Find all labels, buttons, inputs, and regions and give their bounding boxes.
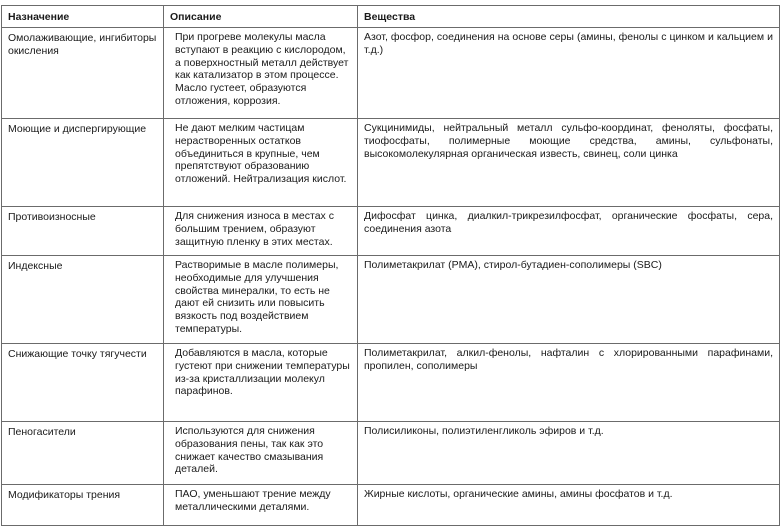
cell-description: Для снижения износа в местах с большим трением, образуют защитную пленку в этих местах. — [164, 207, 358, 256]
header-row — [2, 6, 780, 28]
cell-purpose: Омолаживающие, ингибиторы окисления — [2, 28, 164, 119]
cell-purpose: Моющие и диспергирующие — [2, 119, 164, 207]
cell-description: ПАО, уменьшают трение между металлическими деталями. — [164, 485, 358, 526]
cell-description: Добавляются в масла, которые густеют при снижении температуры из-за кристаллизации молекул парафинов. — [164, 344, 358, 422]
cell-description: Используются для снижения образования пены, так как это снижает качество смазывания деталей. — [164, 422, 358, 485]
cell-substances: Жирные кислоты, органические амины, амины фосфатов и т.д. — [358, 485, 780, 526]
cell-purpose: Модификаторы трения — [2, 485, 164, 526]
cell-substances: Полиметакрилат, алкил-фенолы, нафталин с хлорированными парафинами, пропилен, сополимеры — [358, 344, 780, 422]
table-row — [2, 344, 780, 422]
table-row — [2, 422, 780, 485]
cell-purpose: Пеногасители — [2, 422, 164, 485]
cell-description: Не дают мелким частицам нерастворенных остатков объединиться в крупные, чем препятствуют образованию отложений. Нейтрализация кислот. — [164, 119, 358, 207]
cell-purpose: Индексные — [2, 256, 164, 344]
cell-substances: Полиметакрилат (PMA), стирол-бутадиен-сополимеры (SBC) — [358, 256, 780, 344]
cell-substances: Полисиликоны, полиэтиленгликоль эфиров и т.д. — [358, 422, 780, 485]
cell-substances: Сукцинимиды, нейтральный металл сульфо-координат, феноляты, фосфаты, тиофосфаты, полимерные моющие средства, амины, сульфонаты, высокомолекулярная органическая известь, свинец, соли цинка — [358, 119, 780, 207]
table-row — [2, 207, 780, 256]
additives-table — [1, 5, 780, 526]
cell-description: При прогреве молекулы масла вступают в реакцию с кислородом, а поверхностный металл действует как катализатор в этом процессе. Масло густеет, образуются отложения, коррозия. — [164, 28, 358, 119]
cell-substances: Азот, фосфор, соединения на основе серы (амины, фенолы с цинком и кальцием и т.д.) — [358, 28, 780, 119]
cell-substances: Дифосфат цинка, диалкил-трикрезилфосфат, органические фосфаты, сера, соединения азота — [358, 207, 780, 256]
cell-purpose: Противоизносные — [2, 207, 164, 256]
header-description: Описание — [164, 6, 358, 28]
additives-table-frame — [1, 5, 779, 523]
header-substances: Вещества — [358, 6, 780, 28]
table-row — [2, 485, 780, 526]
table-row — [2, 256, 780, 344]
header-purpose: Назначение — [2, 6, 164, 28]
cell-purpose: Снижающие точку тягучести — [2, 344, 164, 422]
cell-description: Растворимые в масле полимеры, необходимые для улучшения свойства минералки, то есть не дают ей снизить или повысить вязкость под воздействием температуры. — [164, 256, 358, 344]
table-row — [2, 119, 780, 207]
table-row — [2, 28, 780, 119]
